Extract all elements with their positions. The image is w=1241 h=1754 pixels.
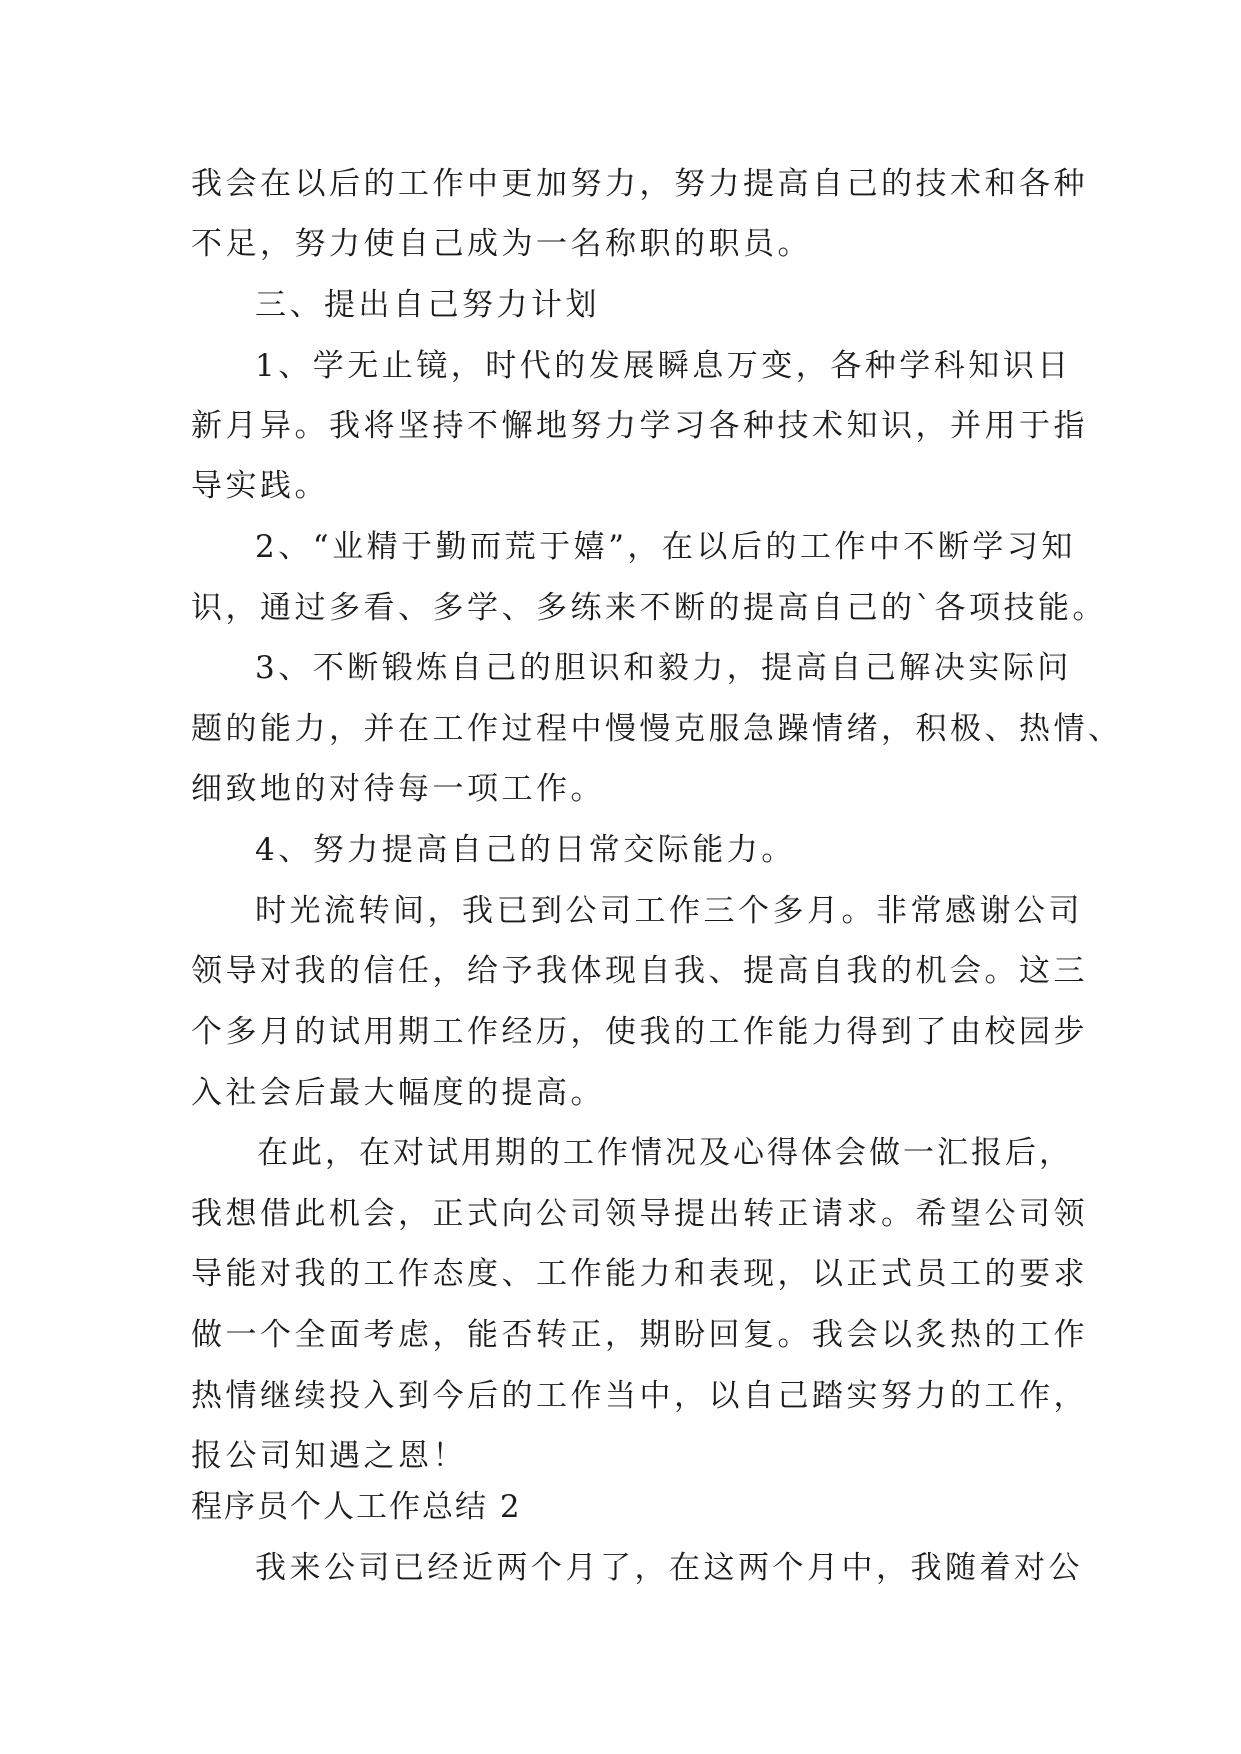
list-item: 2、“业精于勤而荒于嬉”，在以后的工作中不断学习知 — [255, 529, 1076, 565]
paragraph-start: 我来公司已经近两个月了，在这两个月中，我随着对公 — [255, 1550, 1083, 1586]
list-item: 3、不断锻炼自己的胆识和毅力，提高自己解决实际问 — [255, 650, 1072, 686]
section-title: 程序员个人工作总结 2 — [191, 1489, 522, 1525]
text-line: 细致地的对待每一项工作。 — [191, 771, 605, 807]
text-line: 导实践。 — [191, 468, 329, 504]
text-line: 不足，努力使自己成为一名称职的职员。 — [191, 226, 812, 262]
paragraph-start: 时光流转间，我已到公司工作三个多月。非常感谢公司 — [255, 893, 1083, 929]
paragraph-start: 在此，在对试用期的工作情况及心得体会做一汇报后， — [257, 1135, 1073, 1171]
text-line: 我会在以后的工作中更加努力，努力提高自己的技术和各种 — [191, 166, 1088, 202]
text-line: 新月异。我将坚持不懈地努力学习各种技术知识，并用于指 — [191, 408, 1088, 444]
text-line: 个多月的试用期工作经历，使我的工作能力得到了由校园步 — [191, 1014, 1088, 1050]
text-line: 识，通过多看、多学、多练来不断的提高自己的`各项技能。 — [191, 590, 1107, 626]
text-line: 领导对我的信任，给予我体现自我、提高自我的机会。这三 — [191, 953, 1088, 989]
text-line: 导能对我的工作态度、工作能力和表现，以正式员工的要求 — [191, 1256, 1088, 1292]
text-line: 入社会后最大幅度的提高。 — [191, 1075, 605, 1111]
list-item: 4、努力提高自己的日常交际能力。 — [255, 832, 796, 868]
section-heading: 三、提出自己努力计划 — [255, 287, 600, 323]
text-line: 题的能力，并在工作过程中慢慢克服急躁情绪，积极、热情、 — [191, 711, 1123, 747]
text-line: 我想借此机会，正式向公司领导提出转正请求。希望公司领 — [191, 1196, 1088, 1232]
text-line: 热情继续投入到今后的工作当中，以自己踏实努力的工作， — [191, 1378, 1088, 1414]
text-line: 做一个全面考虑，能否转正，期盼回复。我会以炙热的工作 — [191, 1317, 1088, 1353]
text-line: 报公司知遇之恩！ — [191, 1438, 467, 1474]
list-item: 1、学无止镜，时代的发展瞬息万变，各种学科知识日 — [255, 348, 1072, 384]
